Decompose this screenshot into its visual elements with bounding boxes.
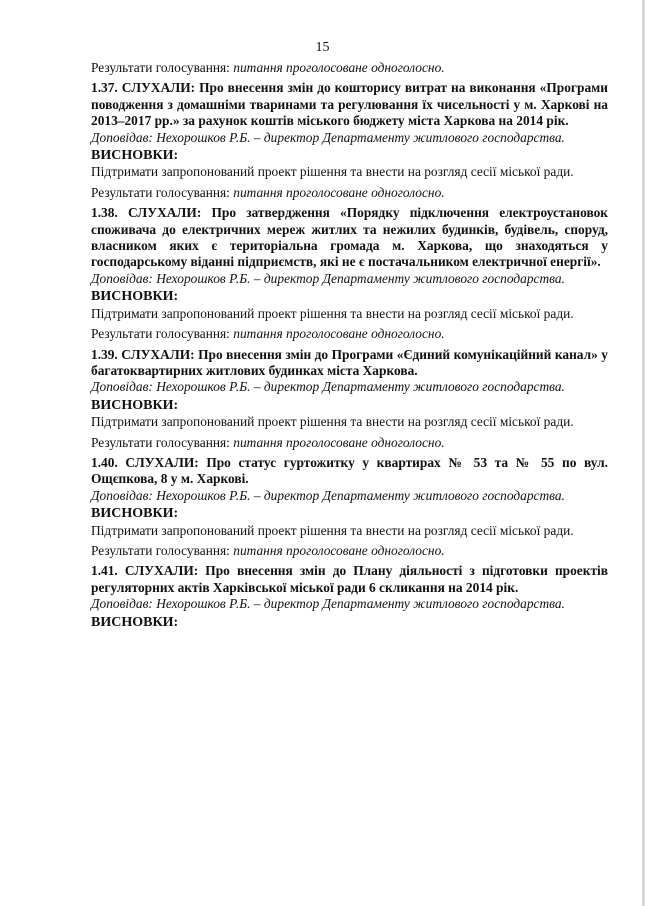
vote-result: питання проголосоване одноголосно. bbox=[233, 542, 445, 558]
vote-result-line bbox=[91, 543, 608, 559]
vote-prefix: Результати голосування: bbox=[91, 434, 230, 450]
conclusions-heading: ВИСНОВКИ: bbox=[91, 614, 179, 630]
conclusion-text: Підтримати запропонований проект рішення та внести на розгляд сесії міської ради. bbox=[91, 522, 574, 538]
vote-result-line bbox=[91, 435, 608, 451]
reporter-text: Доповідав: Нехорошков Р.Б. – директор Департаменту житлового господарства. bbox=[91, 129, 565, 145]
conclusions-heading: ВИСНОВКИ: bbox=[91, 506, 179, 522]
agenda-item-1-39 bbox=[91, 347, 608, 451]
agenda-item-1-37 bbox=[91, 80, 608, 201]
vote-prefix: Результати голосування: bbox=[91, 542, 230, 558]
conclusion-text: Підтримати запропонований проект рішення та внести на розгляд сесії міської ради. bbox=[91, 414, 574, 430]
heard-text: 1.37. СЛУХАЛИ: Про внесення змін до кошторису витрат на виконання «Програми поводження з домашніми тваринами та регулювання їх чисельності у м. Харкові на 2013–2017 рр.» за рахунок коштів міського бюджету міста Харкова на 2014 рік. bbox=[91, 80, 608, 129]
vote-result-line bbox=[91, 60, 608, 76]
agenda-item-1-40 bbox=[91, 455, 608, 559]
conclusions-heading: ВИСНОВКИ: bbox=[91, 397, 179, 413]
vote-prefix: Результати голосування: bbox=[91, 184, 230, 200]
heard-text: 1.40. СЛУХАЛИ: Про статус гуртожитку у квартирах № 53 та № 55 по вул. Ощєпкова, 8 у м. Харкові. bbox=[91, 454, 608, 487]
heard-text: 1.41. СЛУХАЛИ: Про внесення змін до Плану діяльності з підготовки проектів регуляторних актів Харківської міської ради 6 скликання на 2014 рік. bbox=[91, 563, 608, 595]
vote-prefix: Результати голосування: bbox=[91, 60, 230, 75]
minutes-content bbox=[91, 60, 608, 634]
reporter-text: Доповідав: Нехорошков Р.Б. – директор Департаменту житлового господарства. bbox=[91, 379, 565, 395]
vote-result: питання проголосоване одноголосно. bbox=[233, 184, 445, 200]
vote-result: питання проголосоване одноголосно. bbox=[233, 434, 445, 450]
heard-text: 1.39. СЛУХАЛИ: Про внесення змін до Програми «Єдиний комунікаційний канал» у багатоквартирних житлових будинках міста Харкова. bbox=[91, 346, 608, 378]
vote-prefix: Результати голосування: bbox=[91, 326, 230, 342]
vote-result-line bbox=[91, 185, 608, 201]
conclusion-text: Підтримати запропонований проект рішення та внести на розгляд сесії міської ради. bbox=[91, 305, 574, 321]
agenda-item-1-38 bbox=[91, 205, 608, 342]
conclusion-text: Підтримати запропонований проект рішення та внести на розгляд сесії міської ради. bbox=[91, 164, 574, 180]
agenda-item-1-41 bbox=[91, 563, 608, 631]
conclusions-heading: ВИСНОВКИ: bbox=[91, 148, 179, 164]
page-number: 15 bbox=[315, 40, 330, 55]
reporter-text: Доповідав: Нехорошков Р.Б. – директор Департаменту житлового господарства. bbox=[91, 596, 565, 612]
reporter-text: Доповідав: Нехорошков Р.Б. – директор Департаменту житлового господарства. bbox=[91, 270, 565, 286]
conclusions-heading: ВИСНОВКИ: bbox=[91, 289, 179, 305]
heard-text: 1.38. СЛУХАЛИ: Про затвердження «Порядку підключення електроустановок споживача до електричних мереж житлих та нежилих будинків, будівель, споруд, власником яких є територіальна громада м. Харкова, що знаходяться у господарському віданні підприємств, які не є постачальником електричної енергії». bbox=[91, 205, 608, 270]
vote-result-line bbox=[91, 326, 608, 342]
reporter-text: Доповідав: Нехорошков Р.Б. – директор Департаменту житлового господарства. bbox=[91, 487, 565, 503]
vote-result: питання проголосоване одноголосно. bbox=[233, 326, 445, 342]
vote-result: питання проголосоване одноголосно. bbox=[233, 60, 445, 75]
